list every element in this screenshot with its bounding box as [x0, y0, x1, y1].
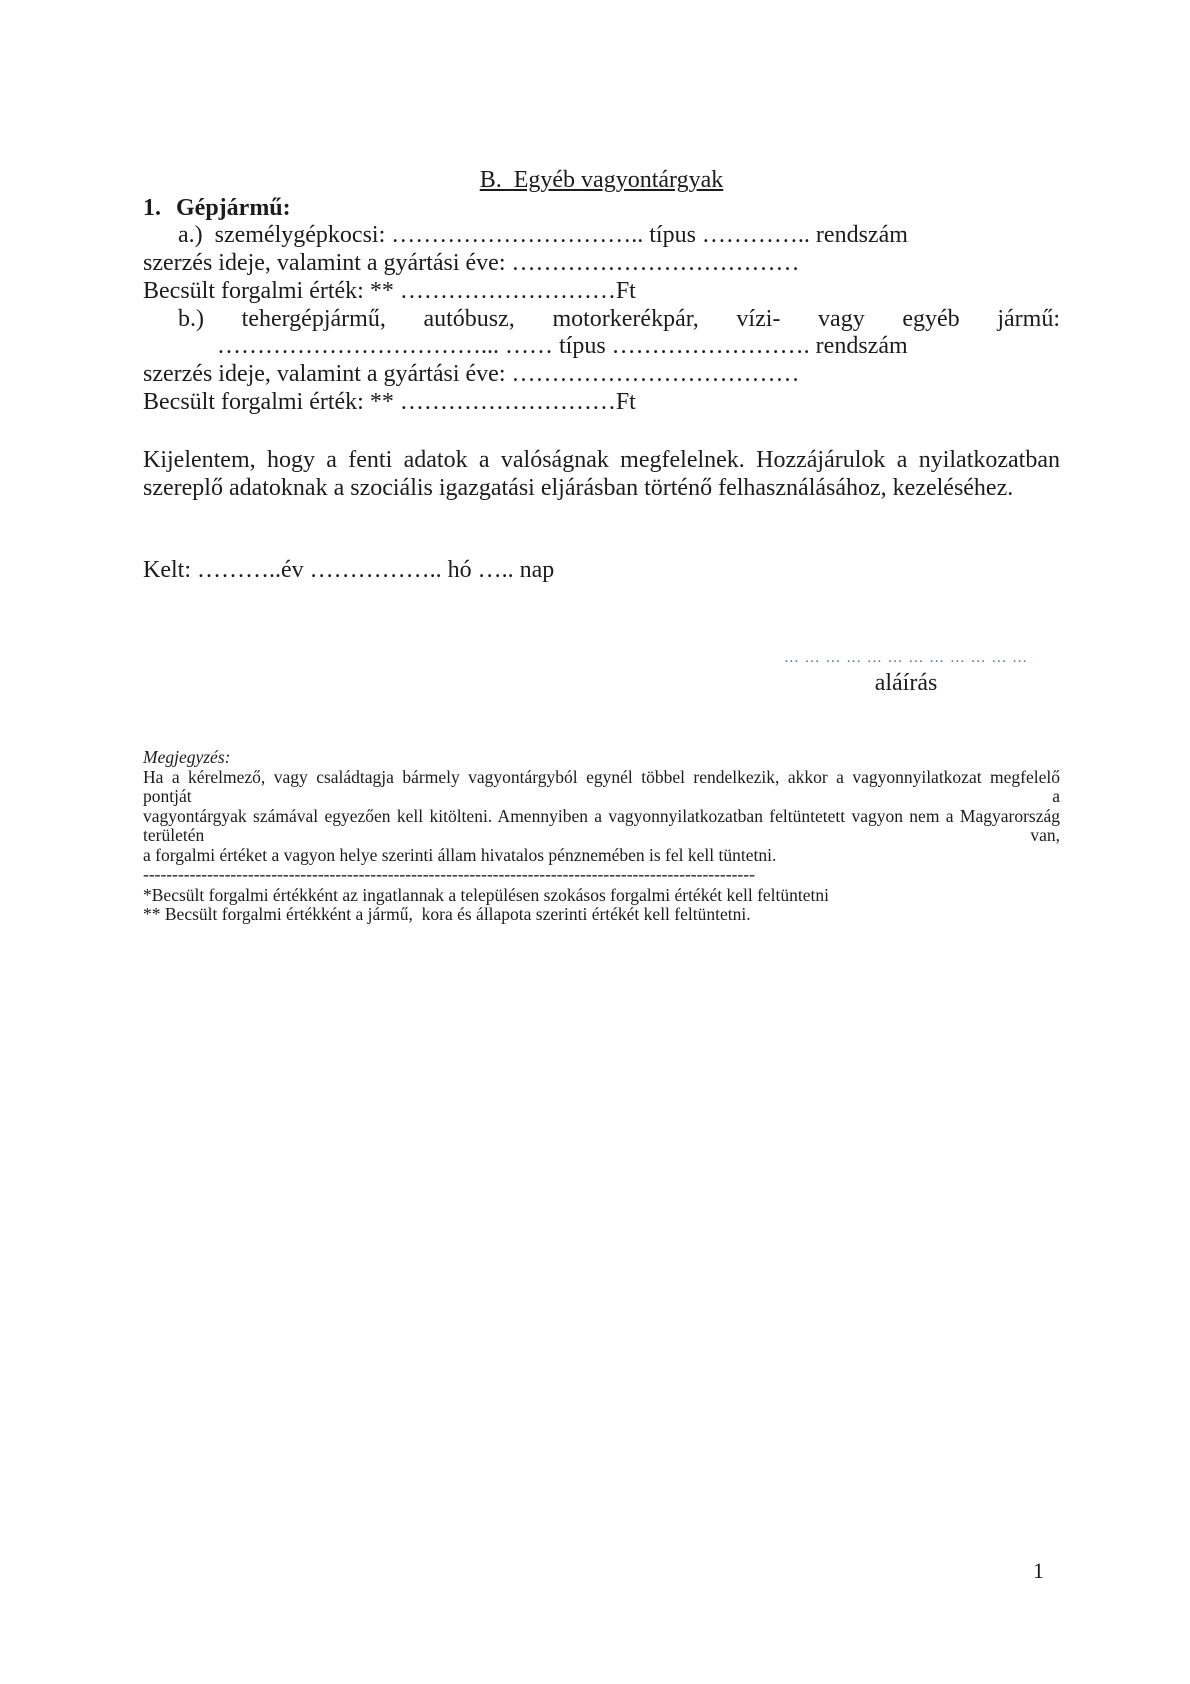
- section-title: [143, 167, 1060, 195]
- notes-body-line: a forgalmi értéket a vagyon helye szerinti állam hivatalos pénznemében is fel kell tüntetni.: [143, 844, 777, 865]
- footnote-double-asterisk: ** Becsült forgalmi értékként a jármű, kora és állapota szerinti értékét kell feltüntetni.: [143, 904, 751, 924]
- vehicle-section: [143, 167, 1060, 416]
- vehicle-heading: [143, 195, 1060, 223]
- signature-label: aláírás: [874, 670, 938, 696]
- footnote-asterisk: *Becsült forgalmi értékként az ingatlannak a településen szokásos forgalmi értékét kell feltüntetni: [143, 885, 829, 905]
- section-title-text: B. Egyéb vagyontárgyak: [479, 167, 724, 193]
- signature-block: [770, 650, 1042, 696]
- vehicle-heading-number: 1.: [143, 194, 161, 221]
- vehicle-heading-label: Gépjármű:: [176, 194, 291, 221]
- field-line-passenger-car: a.) személygépkocsi: ………………………….. típus ………….. rendszám: [178, 222, 908, 249]
- notes-body-line: Ha a kérelmező, vagy családtagja bármely vagyontárgyból egynél többel rendelkezik, akkor a vagyonnyilatkozat megfelelő pontját a: [143, 766, 1060, 806]
- field-line-estimated-value-a: Becsült forgalmi érték: ** ………………………Ft: [143, 277, 636, 304]
- declaration-line: szereplő adatoknak a szociális igazgatási eljárásban történő felhasználásához, kezeléséhez.: [143, 475, 1014, 501]
- notes-heading: Megjegyzés:: [143, 747, 231, 767]
- field-line-other-vehicle-type: ……………………………... …… típus ……………………. rendszám: [217, 333, 908, 360]
- field-line-acquisition-date-a: szerzés ideje, valamint a gyártási éve: ………………………………: [143, 250, 800, 277]
- declaration-line: Kijelentem, hogy a fenti adatok a valóságnak megfelelnek. Hozzájárulok a nyilatkozatban: [143, 447, 1060, 473]
- field-line-acquisition-date-b: szerzés ideje, valamint a gyártási éve: ………………………………: [143, 360, 800, 387]
- signature-dotted-line: … … … … … … … … … … … …: [783, 650, 1029, 666]
- notes-divider-line: ---------------------------------------------------------------------------------------------------------: [143, 865, 755, 884]
- notes-body-line: vagyontárgyak számával egyezően kell kitölteni. Amennyiben a vagyonnyilatkozatban feltüntetett vagyon nem a Magyarország területén van,: [143, 805, 1060, 845]
- declaration-paragraph: [143, 446, 1060, 502]
- date-line: Kelt: ………..év …………….. hó ….. nap: [143, 557, 555, 583]
- field-line-other-vehicle: b.) tehergépjármű, autóbusz, motorkerékpár, vízi- vagy egyéb jármű:: [178, 305, 1060, 332]
- field-line-estimated-value-b: Becsült forgalmi érték: ** ………………………Ft: [143, 388, 636, 415]
- page-number: 1: [1033, 1558, 1044, 1583]
- notes-section: [143, 748, 1060, 924]
